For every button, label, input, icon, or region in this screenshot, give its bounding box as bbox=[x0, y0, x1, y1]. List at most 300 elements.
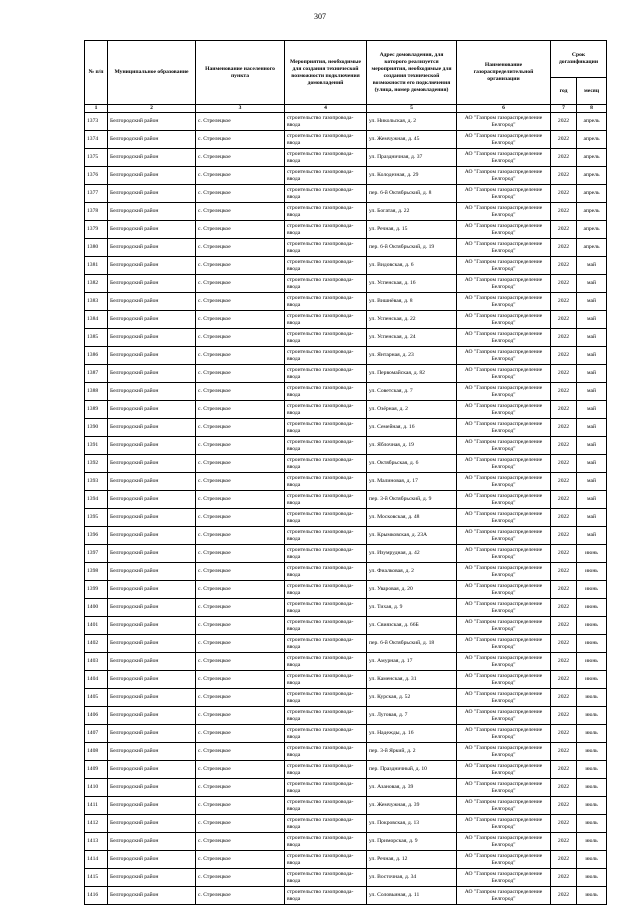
address-cell: ул. Успенская, д. 22 bbox=[367, 311, 457, 329]
table-row bbox=[85, 581, 607, 599]
table-row bbox=[85, 347, 607, 365]
organization-cell: АО "Газпром газораспределение Белгород" bbox=[457, 761, 551, 779]
year-cell: 2022 bbox=[551, 293, 577, 311]
organization-cell: АО "Газпром газораспределение Белгород" bbox=[457, 275, 551, 293]
table-row bbox=[85, 131, 607, 149]
column-number: 2 bbox=[108, 105, 196, 113]
row-number: 1373 bbox=[85, 113, 108, 131]
organization-cell: АО "Газпром газораспределение Белгород" bbox=[457, 437, 551, 455]
organization-cell: АО "Газпром газораспределение Белгород" bbox=[457, 671, 551, 689]
header-num: № п/п bbox=[85, 41, 108, 105]
municipality-cell: Белгородский район bbox=[108, 833, 196, 851]
year-cell: 2022 bbox=[551, 815, 577, 833]
municipality-cell: Белгородский район bbox=[108, 293, 196, 311]
activity-cell: строительство газопровода-ввода bbox=[285, 293, 367, 311]
address-cell: ул. Богатая, д. 22 bbox=[367, 203, 457, 221]
municipality-cell: Белгородский район bbox=[108, 131, 196, 149]
month-cell: май bbox=[577, 347, 607, 365]
table-row bbox=[85, 707, 607, 725]
locality-cell: с. Стрелецкое bbox=[196, 509, 285, 527]
row-number: 1404 bbox=[85, 671, 108, 689]
organization-cell: АО "Газпром газораспределение Белгород" bbox=[457, 887, 551, 905]
table-row bbox=[85, 725, 607, 743]
year-cell: 2022 bbox=[551, 113, 577, 131]
address-cell: ул. Праздничная, д. 37 bbox=[367, 149, 457, 167]
month-cell: июль bbox=[577, 689, 607, 707]
activity-cell: строительство газопровода-ввода bbox=[285, 131, 367, 149]
organization-cell: АО "Газпром газораспределение Белгород" bbox=[457, 149, 551, 167]
address-cell: ул. Вишнёвая, д. 8 bbox=[367, 293, 457, 311]
address-cell: ул. Яблочная, д. 19 bbox=[367, 437, 457, 455]
municipality-cell: Белгородский район bbox=[108, 887, 196, 905]
activity-cell: строительство газопровода-ввода bbox=[285, 275, 367, 293]
address-cell: ул. Фиалковая, д. 2 bbox=[367, 563, 457, 581]
activity-cell: строительство газопровода-ввода bbox=[285, 869, 367, 887]
organization-cell: АО "Газпром газораспределение Белгород" bbox=[457, 779, 551, 797]
activity-cell: строительство газопровода-ввода bbox=[285, 473, 367, 491]
row-number: 1406 bbox=[85, 707, 108, 725]
row-number: 1401 bbox=[85, 617, 108, 635]
year-cell: 2022 bbox=[551, 275, 577, 293]
locality-cell: с. Стрелецкое bbox=[196, 725, 285, 743]
municipality-cell: Белгородский район bbox=[108, 689, 196, 707]
month-cell: май bbox=[577, 527, 607, 545]
row-number: 1383 bbox=[85, 293, 108, 311]
activity-cell: строительство газопровода-ввода bbox=[285, 113, 367, 131]
address-cell: ул. Московская, д. 48 bbox=[367, 509, 457, 527]
address-cell: ул. Никольская, д. 2 bbox=[367, 113, 457, 131]
organization-cell: АО "Газпром газораспределение Белгород" bbox=[457, 797, 551, 815]
locality-cell: с. Стрелецкое bbox=[196, 185, 285, 203]
address-cell: пер. 6-й Октябрьский, д. 18 bbox=[367, 635, 457, 653]
row-number: 1416 bbox=[85, 887, 108, 905]
year-cell: 2022 bbox=[551, 221, 577, 239]
locality-cell: с. Стрелецкое bbox=[196, 581, 285, 599]
year-cell: 2022 bbox=[551, 545, 577, 563]
year-cell: 2022 bbox=[551, 383, 577, 401]
year-cell: 2022 bbox=[551, 473, 577, 491]
activity-cell: строительство газопровода-ввода bbox=[285, 851, 367, 869]
year-cell: 2022 bbox=[551, 455, 577, 473]
row-number: 1376 bbox=[85, 167, 108, 185]
locality-cell: с. Стрелецкое bbox=[196, 239, 285, 257]
row-number: 1380 bbox=[85, 239, 108, 257]
month-cell: апрель bbox=[577, 113, 607, 131]
municipality-cell: Белгородский район bbox=[108, 599, 196, 617]
activity-cell: строительство газопровода-ввода bbox=[285, 815, 367, 833]
column-number: 7 bbox=[551, 105, 577, 113]
locality-cell: с. Стрелецкое bbox=[196, 599, 285, 617]
activity-cell: строительство газопровода-ввода bbox=[285, 599, 367, 617]
activity-cell: строительство газопровода-ввода bbox=[285, 401, 367, 419]
address-cell: ул. Озёрная, д. 2 bbox=[367, 401, 457, 419]
activity-cell: строительство газопровода-ввода bbox=[285, 185, 367, 203]
organization-cell: АО "Газпром газораспределение Белгород" bbox=[457, 329, 551, 347]
locality-cell: с. Стрелецкое bbox=[196, 437, 285, 455]
municipality-cell: Белгородский район bbox=[108, 113, 196, 131]
municipality-cell: Белгородский район bbox=[108, 725, 196, 743]
municipality-cell: Белгородский район bbox=[108, 743, 196, 761]
organization-cell: АО "Газпром газораспределение Белгород" bbox=[457, 473, 551, 491]
activity-cell: строительство газопровода-ввода bbox=[285, 491, 367, 509]
locality-cell: с. Стрелецкое bbox=[196, 293, 285, 311]
row-number: 1402 bbox=[85, 635, 108, 653]
row-number: 1374 bbox=[85, 131, 108, 149]
month-cell: июнь bbox=[577, 599, 607, 617]
table-row bbox=[85, 185, 607, 203]
municipality-cell: Белгородский район bbox=[108, 437, 196, 455]
municipality-cell: Белгородский район bbox=[108, 167, 196, 185]
year-cell: 2022 bbox=[551, 419, 577, 437]
month-cell: май bbox=[577, 491, 607, 509]
year-cell: 2022 bbox=[551, 257, 577, 275]
column-number: 1 bbox=[85, 105, 108, 113]
locality-cell: с. Стрелецкое bbox=[196, 131, 285, 149]
month-cell: июль bbox=[577, 779, 607, 797]
municipality-cell: Белгородский район bbox=[108, 815, 196, 833]
municipality-cell: Белгородский район bbox=[108, 347, 196, 365]
municipality-cell: Белгородский район bbox=[108, 617, 196, 635]
locality-cell: с. Стрелецкое bbox=[196, 167, 285, 185]
activity-cell: строительство газопровода-ввода bbox=[285, 311, 367, 329]
organization-cell: АО "Газпром газораспределение Белгород" bbox=[457, 725, 551, 743]
table-row bbox=[85, 743, 607, 761]
month-cell: май bbox=[577, 257, 607, 275]
page-number: 307 bbox=[314, 12, 326, 21]
address-cell: ул. Изумрудная, д. 42 bbox=[367, 545, 457, 563]
locality-cell: с. Стрелецкое bbox=[196, 149, 285, 167]
address-cell: пер. Праздничный, д. 10 bbox=[367, 761, 457, 779]
municipality-cell: Белгородский район bbox=[108, 869, 196, 887]
municipality-cell: Белгородский район bbox=[108, 257, 196, 275]
row-number: 1378 bbox=[85, 203, 108, 221]
municipality-cell: Белгородский район bbox=[108, 149, 196, 167]
activity-cell: строительство газопровода-ввода bbox=[285, 239, 367, 257]
month-cell: май bbox=[577, 311, 607, 329]
organization-cell: АО "Газпром газораспределение Белгород" bbox=[457, 635, 551, 653]
row-number: 1398 bbox=[85, 563, 108, 581]
activity-cell: строительство газопровода-ввода bbox=[285, 635, 367, 653]
locality-cell: с. Стрелецкое bbox=[196, 851, 285, 869]
activity-cell: строительство газопровода-ввода bbox=[285, 527, 367, 545]
month-cell: июль bbox=[577, 707, 607, 725]
activity-cell: строительство газопровода-ввода bbox=[285, 509, 367, 527]
municipality-cell: Белгородский район bbox=[108, 203, 196, 221]
row-number: 1387 bbox=[85, 365, 108, 383]
table-row bbox=[85, 599, 607, 617]
municipality-cell: Белгородский район bbox=[108, 797, 196, 815]
locality-cell: с. Стрелецкое bbox=[196, 455, 285, 473]
row-number: 1381 bbox=[85, 257, 108, 275]
table-body bbox=[85, 113, 607, 905]
municipality-cell: Белгородский район bbox=[108, 311, 196, 329]
address-cell: ул. Янтарная, д. 23 bbox=[367, 347, 457, 365]
municipality-cell: Белгородский район bbox=[108, 473, 196, 491]
address-cell: ул. Надежды, д. 16 bbox=[367, 725, 457, 743]
activity-cell: строительство газопровода-ввода bbox=[285, 419, 367, 437]
activity-cell: строительство газопровода-ввода bbox=[285, 833, 367, 851]
month-cell: июль bbox=[577, 743, 607, 761]
row-number: 1388 bbox=[85, 383, 108, 401]
row-number: 1412 bbox=[85, 815, 108, 833]
table-row bbox=[85, 275, 607, 293]
month-cell: май bbox=[577, 455, 607, 473]
municipality-cell: Белгородский район bbox=[108, 329, 196, 347]
organization-cell: АО "Газпром газораспределение Белгород" bbox=[457, 383, 551, 401]
year-cell: 2022 bbox=[551, 437, 577, 455]
year-cell: 2022 bbox=[551, 329, 577, 347]
address-cell: ул. Жемчужная, д. 45 bbox=[367, 131, 457, 149]
organization-cell: АО "Газпром газораспределение Белгород" bbox=[457, 815, 551, 833]
address-cell: ул. Малиновая, д. 17 bbox=[367, 473, 457, 491]
table-row bbox=[85, 419, 607, 437]
address-cell: ул. Крымковская, д. 23А bbox=[367, 527, 457, 545]
table-row bbox=[85, 509, 607, 527]
year-cell: 2022 bbox=[551, 761, 577, 779]
row-number: 1394 bbox=[85, 491, 108, 509]
month-cell: апрель bbox=[577, 149, 607, 167]
row-number: 1390 bbox=[85, 419, 108, 437]
column-number: 5 bbox=[367, 105, 457, 113]
address-cell: пер. 3-й Октябрьский, д. 9 bbox=[367, 491, 457, 509]
year-cell: 2022 bbox=[551, 203, 577, 221]
table-row bbox=[85, 329, 607, 347]
row-number: 1399 bbox=[85, 581, 108, 599]
organization-cell: АО "Газпром газораспределение Белгород" bbox=[457, 203, 551, 221]
row-number: 1413 bbox=[85, 833, 108, 851]
organization-cell: АО "Газпром газораспределение Белгород" bbox=[457, 221, 551, 239]
municipality-cell: Белгородский район bbox=[108, 671, 196, 689]
locality-cell: с. Стрелецкое bbox=[196, 743, 285, 761]
organization-cell: АО "Газпром газораспределение Белгород" bbox=[457, 617, 551, 635]
month-cell: апрель bbox=[577, 221, 607, 239]
month-cell: май bbox=[577, 509, 607, 527]
table-row bbox=[85, 635, 607, 653]
month-cell: июнь bbox=[577, 635, 607, 653]
organization-cell: АО "Газпром газораспределение Белгород" bbox=[457, 131, 551, 149]
locality-cell: с. Стрелецкое bbox=[196, 311, 285, 329]
month-cell: апрель bbox=[577, 167, 607, 185]
month-cell: май bbox=[577, 419, 607, 437]
organization-cell: АО "Газпром газораспределение Белгород" bbox=[457, 419, 551, 437]
activity-cell: строительство газопровода-ввода bbox=[285, 707, 367, 725]
activity-cell: строительство газопровода-ввода bbox=[285, 167, 367, 185]
table-row bbox=[85, 167, 607, 185]
year-cell: 2022 bbox=[551, 311, 577, 329]
year-cell: 2022 bbox=[551, 851, 577, 869]
locality-cell: с. Стрелецкое bbox=[196, 653, 285, 671]
year-cell: 2022 bbox=[551, 167, 577, 185]
row-number: 1414 bbox=[85, 851, 108, 869]
organization-cell: АО "Газпром газораспределение Белгород" bbox=[457, 527, 551, 545]
row-number: 1403 bbox=[85, 653, 108, 671]
organization-cell: АО "Газпром газораспределение Белгород" bbox=[457, 743, 551, 761]
organization-cell: АО "Газпром газораспределение Белгород" bbox=[457, 455, 551, 473]
table-row bbox=[85, 797, 607, 815]
table-row bbox=[85, 815, 607, 833]
organization-cell: АО "Газпром газораспределение Белгород" bbox=[457, 689, 551, 707]
table-row bbox=[85, 473, 607, 491]
row-number: 1396 bbox=[85, 527, 108, 545]
address-cell: ул. Успенская, д. 24 bbox=[367, 329, 457, 347]
locality-cell: с. Стрелецкое bbox=[196, 329, 285, 347]
year-cell: 2022 bbox=[551, 149, 577, 167]
row-number: 1409 bbox=[85, 761, 108, 779]
year-cell: 2022 bbox=[551, 653, 577, 671]
table-row bbox=[85, 401, 607, 419]
organization-cell: АО "Газпром газораспределение Белгород" bbox=[457, 167, 551, 185]
month-cell: май bbox=[577, 293, 607, 311]
row-number: 1386 bbox=[85, 347, 108, 365]
activity-cell: строительство газопровода-ввода bbox=[285, 689, 367, 707]
year-cell: 2022 bbox=[551, 797, 577, 815]
locality-cell: с. Стрелецкое bbox=[196, 365, 285, 383]
locality-cell: с. Стрелецкое bbox=[196, 473, 285, 491]
address-cell: ул. Уваровая, д. 20 bbox=[367, 581, 457, 599]
year-cell: 2022 bbox=[551, 185, 577, 203]
organization-cell: АО "Газпром газораспределение Белгород" bbox=[457, 401, 551, 419]
municipality-cell: Белгородский район bbox=[108, 185, 196, 203]
activity-cell: строительство газопровода-ввода bbox=[285, 725, 367, 743]
municipality-cell: Белгородский район bbox=[108, 401, 196, 419]
address-cell: ул. Советская, д. 7 bbox=[367, 383, 457, 401]
address-cell: ул. Курская, д. 52 bbox=[367, 689, 457, 707]
locality-cell: с. Стрелецкое bbox=[196, 797, 285, 815]
activity-cell: строительство газопровода-ввода bbox=[285, 203, 367, 221]
activity-cell: строительство газопровода-ввода bbox=[285, 671, 367, 689]
organization-cell: АО "Газпром газораспределение Белгород" bbox=[457, 311, 551, 329]
table-row bbox=[85, 833, 607, 851]
year-cell: 2022 bbox=[551, 869, 577, 887]
month-cell: июнь bbox=[577, 671, 607, 689]
address-cell: ул. Речная, д. 12 bbox=[367, 851, 457, 869]
year-cell: 2022 bbox=[551, 131, 577, 149]
table-row bbox=[85, 455, 607, 473]
activity-cell: строительство газопровода-ввода bbox=[285, 581, 367, 599]
year-cell: 2022 bbox=[551, 509, 577, 527]
locality-cell: с. Стрелецкое bbox=[196, 545, 285, 563]
column-number: 4 bbox=[285, 105, 367, 113]
address-cell: ул. Свиязская, д. 66Б bbox=[367, 617, 457, 635]
municipality-cell: Белгородский район bbox=[108, 545, 196, 563]
locality-cell: с. Стрелецкое bbox=[196, 869, 285, 887]
row-number: 1411 bbox=[85, 797, 108, 815]
table-row bbox=[85, 779, 607, 797]
row-number: 1375 bbox=[85, 149, 108, 167]
municipality-cell: Белгородский район bbox=[108, 491, 196, 509]
municipality-cell: Белгородский район bbox=[108, 509, 196, 527]
table-row bbox=[85, 869, 607, 887]
table-row bbox=[85, 671, 607, 689]
header-month: месяц bbox=[577, 78, 607, 105]
organization-cell: АО "Газпром газораспределение Белгород" bbox=[457, 113, 551, 131]
month-cell: июль bbox=[577, 725, 607, 743]
table-row bbox=[85, 527, 607, 545]
table-row bbox=[85, 311, 607, 329]
locality-cell: с. Стрелецкое bbox=[196, 671, 285, 689]
address-cell: ул. Семейная, д. 16 bbox=[367, 419, 457, 437]
activity-cell: строительство газопровода-ввода bbox=[285, 347, 367, 365]
table-row bbox=[85, 203, 607, 221]
row-number: 1408 bbox=[85, 743, 108, 761]
activity-cell: строительство газопровода-ввода bbox=[285, 779, 367, 797]
address-cell: пер. 3-й Яркий, д. 2 bbox=[367, 743, 457, 761]
table-header bbox=[85, 41, 607, 113]
organization-cell: АО "Газпром газораспределение Белгород" bbox=[457, 599, 551, 617]
organization-cell: АО "Газпром газораспределение Белгород" bbox=[457, 653, 551, 671]
municipality-cell: Белгородский район bbox=[108, 365, 196, 383]
locality-cell: с. Стрелецкое bbox=[196, 707, 285, 725]
address-cell: ул. Колодезная, д. 29 bbox=[367, 167, 457, 185]
month-cell: июль bbox=[577, 851, 607, 869]
address-cell: ул. Покровская, д. 13 bbox=[367, 815, 457, 833]
organization-cell: АО "Газпром газораспределение Белгород" bbox=[457, 185, 551, 203]
table-row bbox=[85, 545, 607, 563]
year-cell: 2022 bbox=[551, 743, 577, 761]
address-cell: ул. Тихая, д. 9 bbox=[367, 599, 457, 617]
address-cell: ул. Каменская, д. 31 bbox=[367, 671, 457, 689]
year-cell: 2022 bbox=[551, 581, 577, 599]
organization-cell: АО "Газпром газораспределение Белгород" bbox=[457, 257, 551, 275]
table-row bbox=[85, 617, 607, 635]
activity-cell: строительство газопровода-ввода bbox=[285, 365, 367, 383]
municipality-cell: Белгородский район bbox=[108, 581, 196, 599]
municipality-cell: Белгородский район bbox=[108, 383, 196, 401]
organization-cell: АО "Газпром газораспределение Белгород" bbox=[457, 707, 551, 725]
column-number: 3 bbox=[196, 105, 285, 113]
locality-cell: с. Стрелецкое bbox=[196, 617, 285, 635]
year-cell: 2022 bbox=[551, 635, 577, 653]
municipality-cell: Белгородский район bbox=[108, 635, 196, 653]
table-row bbox=[85, 563, 607, 581]
month-cell: июнь bbox=[577, 653, 607, 671]
year-cell: 2022 bbox=[551, 491, 577, 509]
table-row bbox=[85, 221, 607, 239]
header-activity: Мероприятия, необходимые для создания технической возможности подключения домовладений bbox=[285, 41, 367, 105]
activity-cell: строительство газопровода-ввода bbox=[285, 761, 367, 779]
month-cell: май bbox=[577, 329, 607, 347]
municipality-cell: Белгородский район bbox=[108, 275, 196, 293]
row-number: 1385 bbox=[85, 329, 108, 347]
organization-cell: АО "Газпром газораспределение Белгород" bbox=[457, 293, 551, 311]
address-cell: ул. Речная, д. 15 bbox=[367, 221, 457, 239]
year-cell: 2022 bbox=[551, 527, 577, 545]
row-number: 1407 bbox=[85, 725, 108, 743]
locality-cell: с. Стрелецкое bbox=[196, 401, 285, 419]
year-cell: 2022 bbox=[551, 707, 577, 725]
activity-cell: строительство газопровода-ввода bbox=[285, 563, 367, 581]
column-number: 6 bbox=[457, 105, 551, 113]
address-cell: ул. Первомайская, д. 82 bbox=[367, 365, 457, 383]
activity-cell: строительство газопровода-ввода bbox=[285, 329, 367, 347]
month-cell: апрель bbox=[577, 131, 607, 149]
locality-cell: с. Стрелецкое bbox=[196, 563, 285, 581]
activity-cell: строительство газопровода-ввода bbox=[285, 653, 367, 671]
municipality-cell: Белгородский район bbox=[108, 707, 196, 725]
month-cell: апрель bbox=[577, 185, 607, 203]
locality-cell: с. Стрелецкое bbox=[196, 833, 285, 851]
locality-cell: с. Стрелецкое bbox=[196, 761, 285, 779]
activity-cell: строительство газопровода-ввода bbox=[285, 743, 367, 761]
organization-cell: АО "Газпром газораспределение Белгород" bbox=[457, 491, 551, 509]
header-municipality: Муниципальное образование bbox=[108, 41, 196, 105]
municipality-cell: Белгородский район bbox=[108, 455, 196, 473]
row-number: 1391 bbox=[85, 437, 108, 455]
table-row bbox=[85, 437, 607, 455]
month-cell: июль bbox=[577, 887, 607, 905]
row-number: 1405 bbox=[85, 689, 108, 707]
gasification-table bbox=[84, 40, 607, 905]
